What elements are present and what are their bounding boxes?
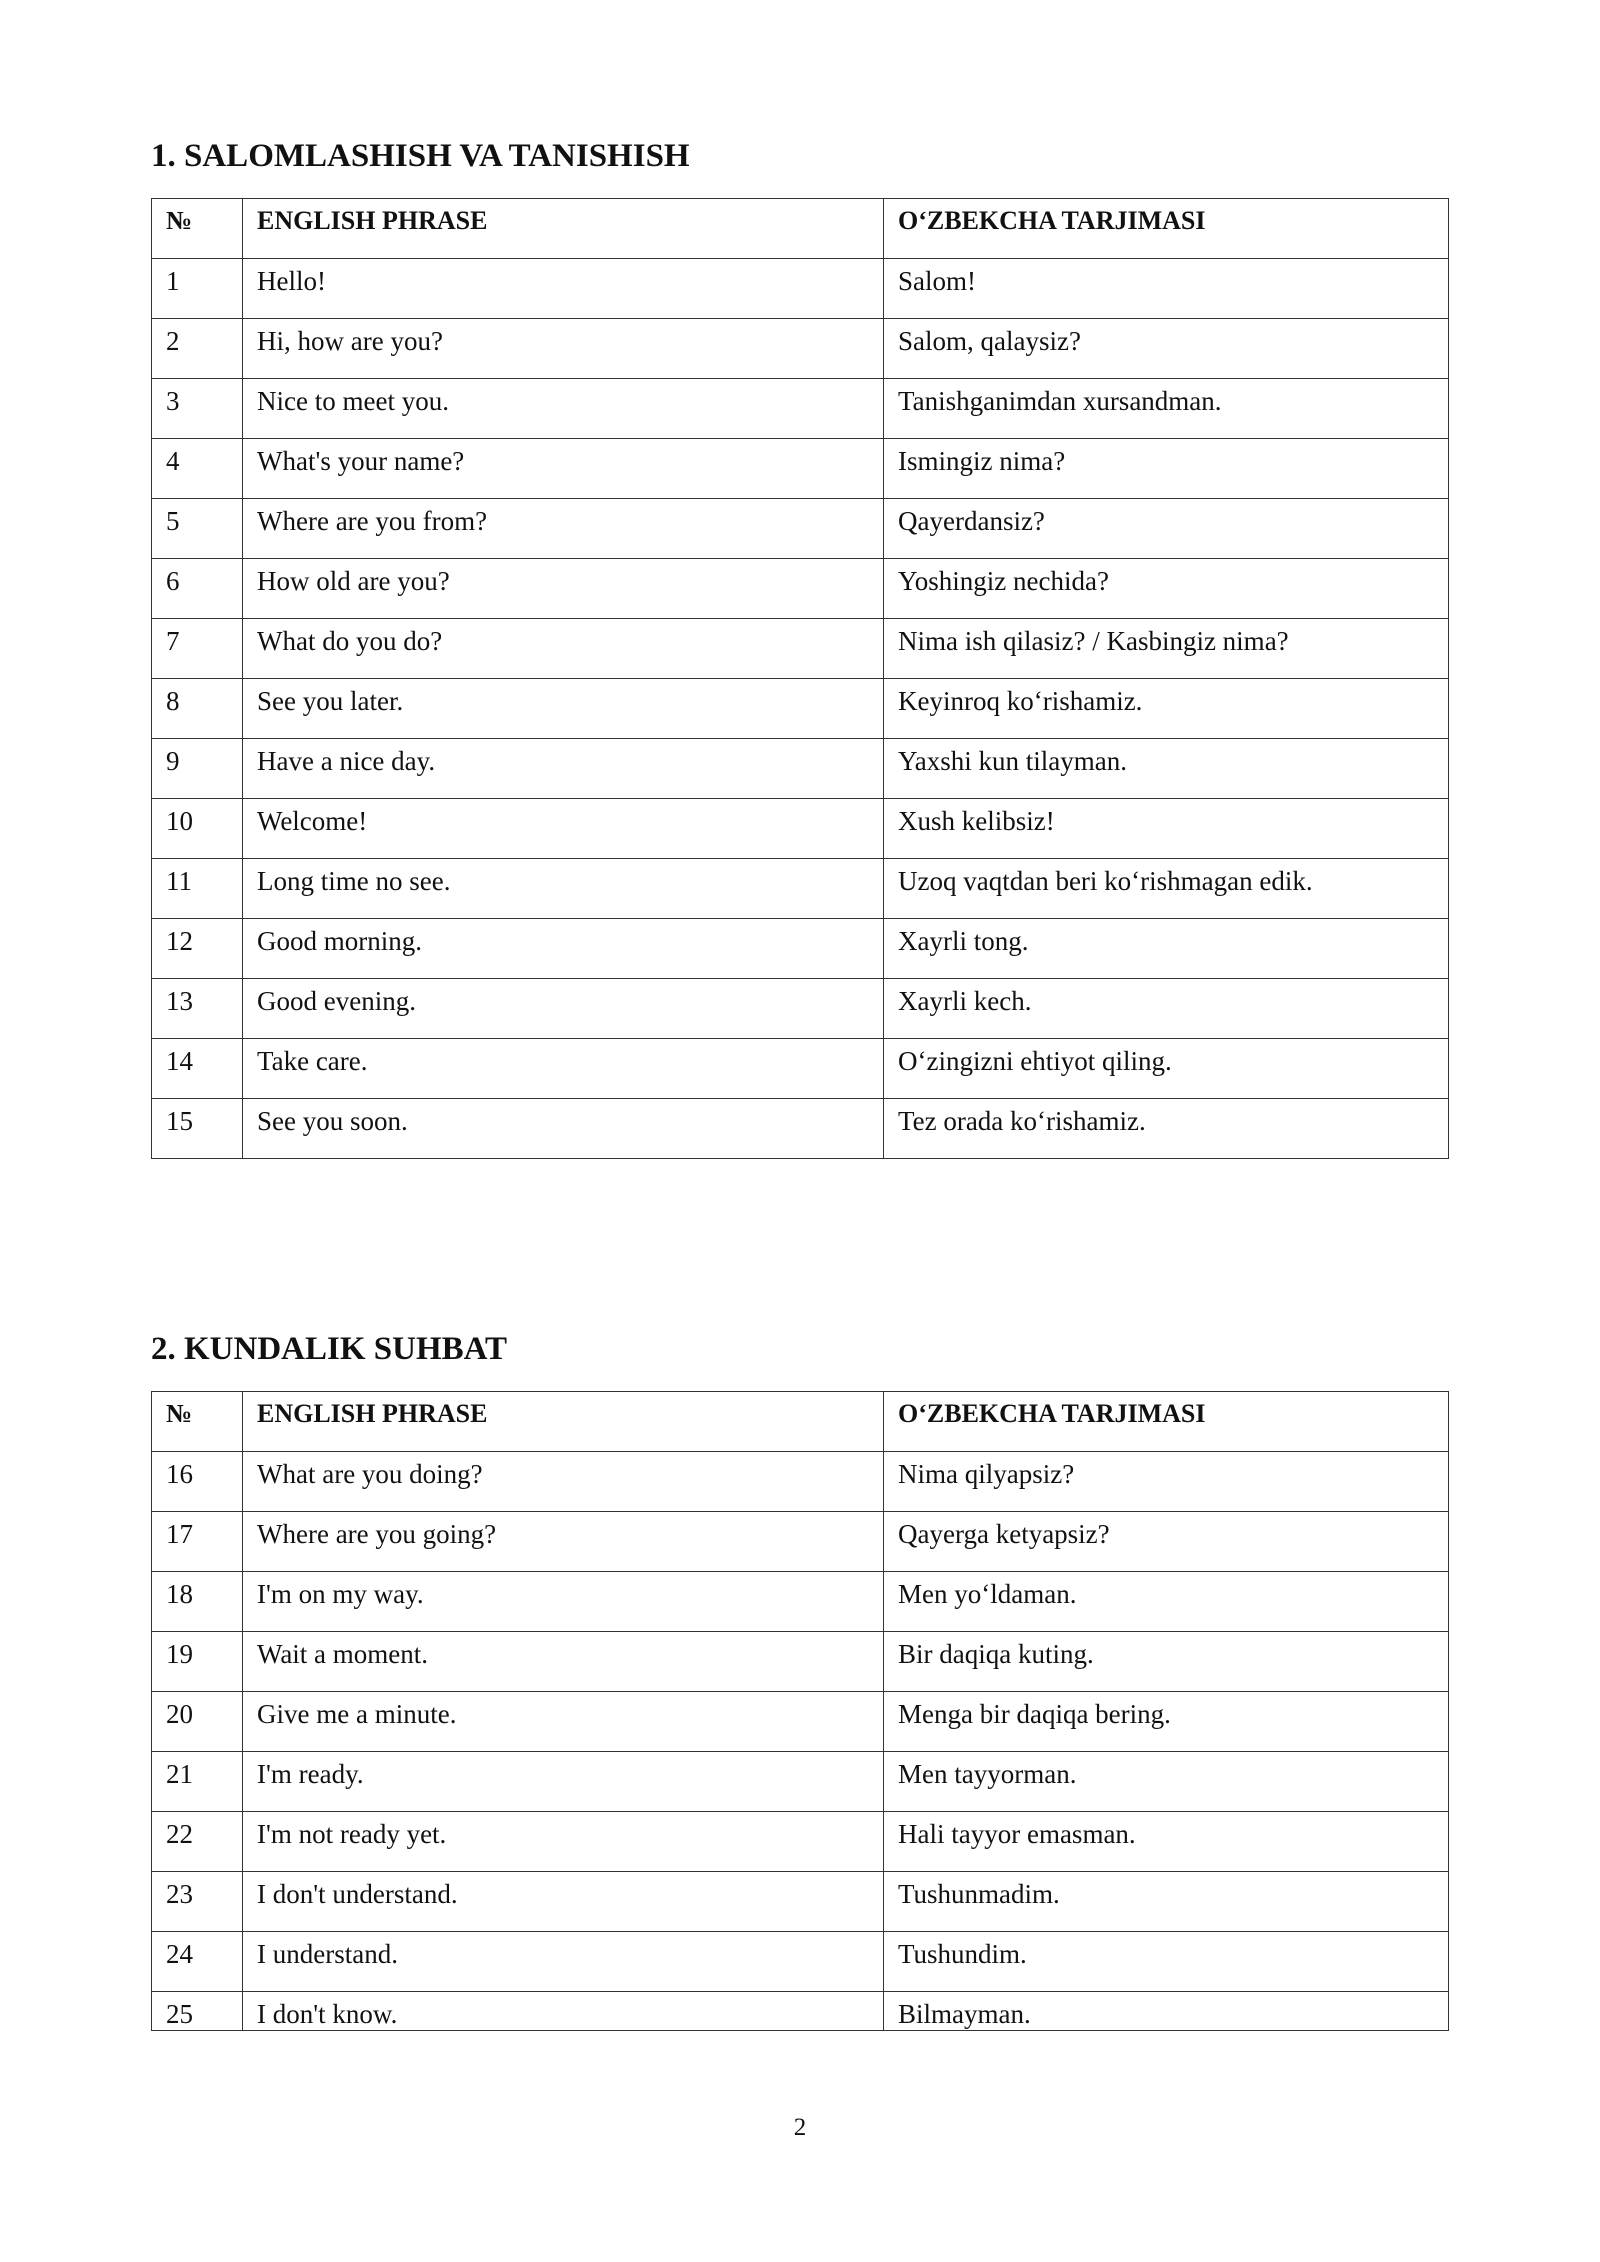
row-number: 16 — [152, 1452, 243, 1512]
row-number: 9 — [152, 739, 243, 799]
row-number: 5 — [152, 499, 243, 559]
table-header-row — [152, 199, 1449, 259]
uzbek-translation: Hali tayyor emasman. — [884, 1812, 1449, 1872]
section-title: 2. KUNDALIK SUHBAT — [151, 1331, 508, 1367]
phrase-table — [151, 198, 1449, 1159]
table-row — [152, 979, 1449, 1039]
header-uzbek-translation: O‘ZBEKCHA TARJIMASI — [884, 199, 1449, 259]
english-phrase: I'm not ready yet. — [243, 1812, 884, 1872]
header-english-phrase: ENGLISH PHRASE — [243, 1392, 884, 1452]
english-phrase: I'm on my way. — [243, 1572, 884, 1632]
page-number: 2 — [793, 2114, 807, 2141]
uzbek-translation: Menga bir daqiqa bering. — [884, 1692, 1449, 1752]
english-phrase: Nice to meet you. — [243, 379, 884, 439]
table-row — [152, 1632, 1449, 1692]
row-number: 25 — [152, 1992, 243, 2031]
header-number: № — [152, 199, 243, 259]
table-row — [152, 919, 1449, 979]
row-number: 24 — [152, 1932, 243, 1992]
uzbek-translation: Yaxshi kun tilayman. — [884, 739, 1449, 799]
header-number: № — [152, 1392, 243, 1452]
row-number: 7 — [152, 619, 243, 679]
english-phrase: Have a nice day. — [243, 739, 884, 799]
section-title: 1. SALOMLASHISH VA TANISHISH — [151, 138, 690, 174]
table-row — [152, 559, 1449, 619]
uzbek-translation: Xush kelibsiz! — [884, 799, 1449, 859]
table-row — [152, 319, 1449, 379]
english-phrase: Where are you from? — [243, 499, 884, 559]
english-phrase: What do you do? — [243, 619, 884, 679]
table-row — [152, 1512, 1449, 1572]
table-row — [152, 619, 1449, 679]
row-number: 22 — [152, 1812, 243, 1872]
table-row — [152, 379, 1449, 439]
row-number: 3 — [152, 379, 243, 439]
row-number: 21 — [152, 1752, 243, 1812]
uzbek-translation: O‘zingizni ehtiyot qiling. — [884, 1039, 1449, 1099]
table-row — [152, 439, 1449, 499]
table-row — [152, 1039, 1449, 1099]
uzbek-translation: Bir daqiqa kuting. — [884, 1632, 1449, 1692]
uzbek-translation: Yoshingiz nechida? — [884, 559, 1449, 619]
table-row — [152, 1752, 1449, 1812]
english-phrase: Good morning. — [243, 919, 884, 979]
table-row — [152, 499, 1449, 559]
uzbek-translation: Keyinroq ko‘rishamiz. — [884, 679, 1449, 739]
row-number: 4 — [152, 439, 243, 499]
uzbek-translation: Nima ish qilasiz? / Kasbingiz nima? — [884, 619, 1449, 679]
english-phrase: Give me a minute. — [243, 1692, 884, 1752]
uzbek-translation: Tez orada ko‘rishamiz. — [884, 1099, 1449, 1159]
row-number: 13 — [152, 979, 243, 1039]
table-row — [152, 799, 1449, 859]
uzbek-translation: Bilmayman. — [884, 1992, 1449, 2031]
english-phrase: What are you doing? — [243, 1452, 884, 1512]
row-number: 20 — [152, 1692, 243, 1752]
uzbek-translation: Men tayyorman. — [884, 1752, 1449, 1812]
uzbek-translation: Nima qilyapsiz? — [884, 1452, 1449, 1512]
uzbek-translation: Ismingiz nima? — [884, 439, 1449, 499]
table-row — [152, 1992, 1449, 2031]
row-number: 17 — [152, 1512, 243, 1572]
section-daily-conversation — [151, 1329, 1448, 2031]
row-number: 14 — [152, 1039, 243, 1099]
english-phrase: How old are you? — [243, 559, 884, 619]
table-header-row — [152, 1392, 1449, 1452]
uzbek-translation: Tanishganimdan xursandman. — [884, 379, 1449, 439]
uzbek-translation: Salom! — [884, 259, 1449, 319]
row-number: 12 — [152, 919, 243, 979]
uzbek-translation: Qayerga ketyapsiz? — [884, 1512, 1449, 1572]
uzbek-translation: Xayrli tong. — [884, 919, 1449, 979]
row-number: 23 — [152, 1872, 243, 1932]
english-phrase: I don't understand. — [243, 1872, 884, 1932]
english-phrase: See you later. — [243, 679, 884, 739]
table-row — [152, 1932, 1449, 1992]
english-phrase: I'm ready. — [243, 1752, 884, 1812]
english-phrase: Where are you going? — [243, 1512, 884, 1572]
row-number: 2 — [152, 319, 243, 379]
phrase-table — [151, 1391, 1449, 2031]
header-english-phrase: ENGLISH PHRASE — [243, 199, 884, 259]
uzbek-translation: Men yo‘ldaman. — [884, 1572, 1449, 1632]
row-number: 15 — [152, 1099, 243, 1159]
row-number: 1 — [152, 259, 243, 319]
uzbek-translation: Uzoq vaqtdan beri ko‘rishmagan edik. — [884, 859, 1449, 919]
uzbek-translation: Xayrli kech. — [884, 979, 1449, 1039]
english-phrase: What's your name? — [243, 439, 884, 499]
english-phrase: Hi, how are you? — [243, 319, 884, 379]
english-phrase: Welcome! — [243, 799, 884, 859]
uzbek-translation: Tushunmadim. — [884, 1872, 1449, 1932]
table-row — [152, 1692, 1449, 1752]
table-row — [152, 259, 1449, 319]
row-number: 6 — [152, 559, 243, 619]
english-phrase: Hello! — [243, 259, 884, 319]
english-phrase: Wait a moment. — [243, 1632, 884, 1692]
uzbek-translation: Tushundim. — [884, 1932, 1449, 1992]
table-row — [152, 1812, 1449, 1872]
english-phrase: Take care. — [243, 1039, 884, 1099]
uzbek-translation: Salom, qalaysiz? — [884, 319, 1449, 379]
table-row — [152, 1872, 1449, 1932]
table-row — [152, 679, 1449, 739]
row-number: 10 — [152, 799, 243, 859]
english-phrase: Long time no see. — [243, 859, 884, 919]
table-row — [152, 859, 1449, 919]
table-row — [152, 1452, 1449, 1512]
table-row — [152, 1572, 1449, 1632]
english-phrase: I understand. — [243, 1932, 884, 1992]
header-uzbek-translation: O‘ZBEKCHA TARJIMASI — [884, 1392, 1449, 1452]
english-phrase: I don't know. — [243, 1992, 884, 2031]
english-phrase: Good evening. — [243, 979, 884, 1039]
row-number: 8 — [152, 679, 243, 739]
table-row — [152, 1099, 1449, 1159]
row-number: 11 — [152, 859, 243, 919]
uzbek-translation: Qayerdansiz? — [884, 499, 1449, 559]
section-greetings — [151, 136, 1448, 1159]
row-number: 18 — [152, 1572, 243, 1632]
english-phrase: See you soon. — [243, 1099, 884, 1159]
table-row — [152, 739, 1449, 799]
row-number: 19 — [152, 1632, 243, 1692]
